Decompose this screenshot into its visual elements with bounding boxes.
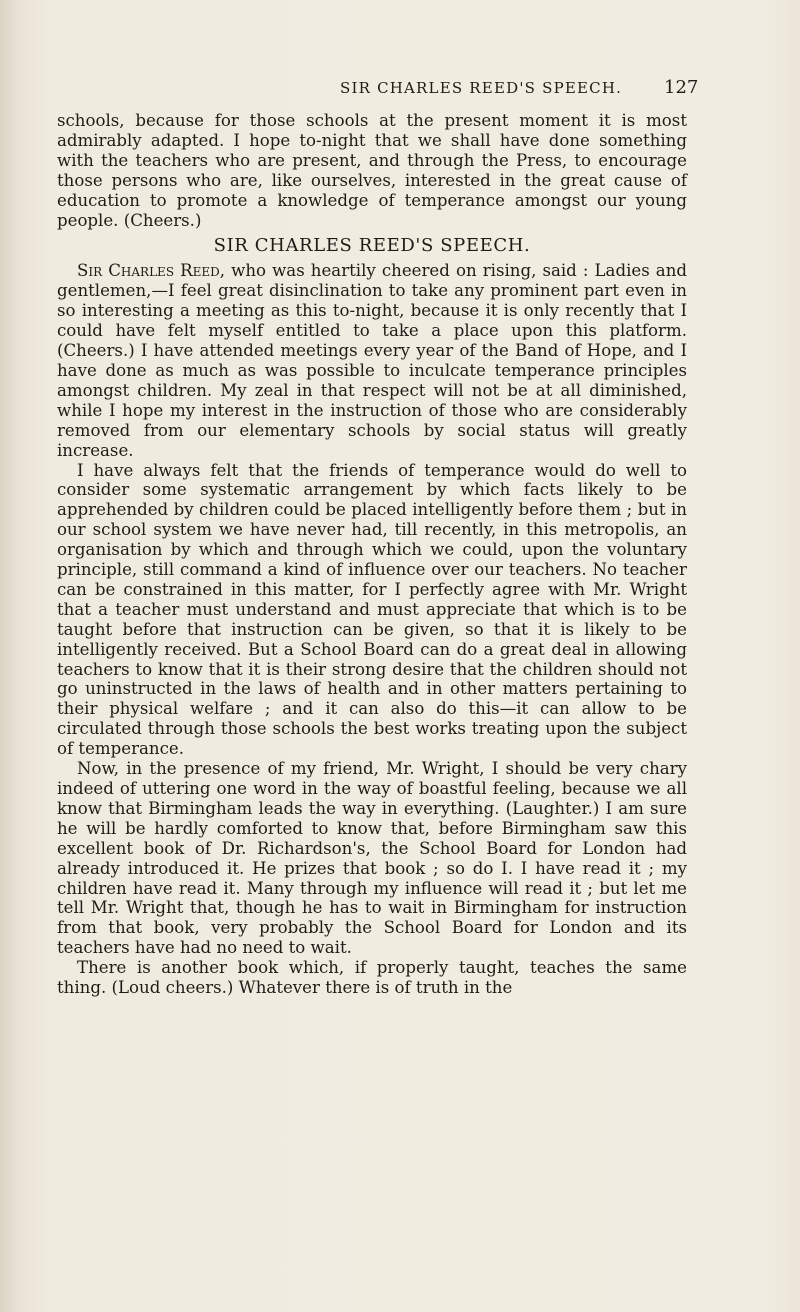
paragraph-opening [57, 261, 687, 460]
page-number: 127 [664, 77, 699, 98]
section-heading: SIR CHARLES REED'S SPEECH. [213, 235, 531, 257]
paragraph-continued: schools, because for those schools at the present moment it is most admirably adapted. I hope to-night that we shall have done something with the teachers who are present, and through the Press, to encourage those persons who are, like ourselves, interested in the great cause of education to promote a knowledge of temperance amongst our young people. (Cheers.) [57, 111, 687, 230]
paragraph: There is another book which, if properly taught, teaches the same thing. (Loud cheers.) Whatever there is of truth in the [57, 958, 687, 998]
paragraph: Now, in the presence of my friend, Mr. Wright, I should be very chary indeed of uttering one word in the way of boastful feeling, because we all know that Birmingham leads the way in everything. (Laughter.) I am sure he will be hardly comforted to know that, before Birmingham saw this excellent book of Dr. Richardson's, the School Board for London had already introduced it. He prizes that book ; so do I. I have read it ; my children have read it. Many through my influence will read it ; but let me tell Mr. Wright that, though he has to wait in Birmingham for instruction from that book, very probably the School Board for London and its teachers have had no need to wait. [57, 759, 687, 958]
running-head [0, 79, 800, 105]
body-text [57, 111, 687, 998]
speaker-name: Sir Charles Reed, [77, 261, 226, 281]
running-title: SIR CHARLES REED'S SPEECH. [340, 79, 623, 97]
paragraph-opening-text: who was heartily cheered on rising, said : Ladies and gentlemen,—I feel great disinclination to take any prominent part even in so interesting a meeting as this to-night, because it is only recently that I could have felt myself entitled to take a place upon this platform. (Cheers.) I have attended meetings every year of the Band of Hope, and I have done as much as was possible to inculcate temperance principles amongst children. My zeal in that respect will not be at all diminished, while I hope my interest in the instruction of those who are considerably removed from our elementary schools by social status will greatly increase. [57, 261, 688, 460]
paragraph: I have always felt that the friends of temperance would do well to consider some systematic arrangement by which facts likely to be apprehended by children could be placed intelligently before them ; but in our school system we have never had, till recently, in this metropolis, an organisation by which and through which we could, upon the voluntary principle, still command a kind of influence over our teachers. No teacher can be constrained in this matter, for I perfectly agree with Mr. Wright that a teacher must understand and must appreciate that which is to be taught before that instruction can be given, so that it is likely to be intelligently received. But a School Board can do a great deal in allowing teachers to know that it is their strong desire that the children should not go uninstructed in the laws of health and in other matters pertaining to their physical welfare ; and it can also do this—it can allow to be circulated through those schools the best works treating upon the subject of temperance. [57, 460, 687, 759]
